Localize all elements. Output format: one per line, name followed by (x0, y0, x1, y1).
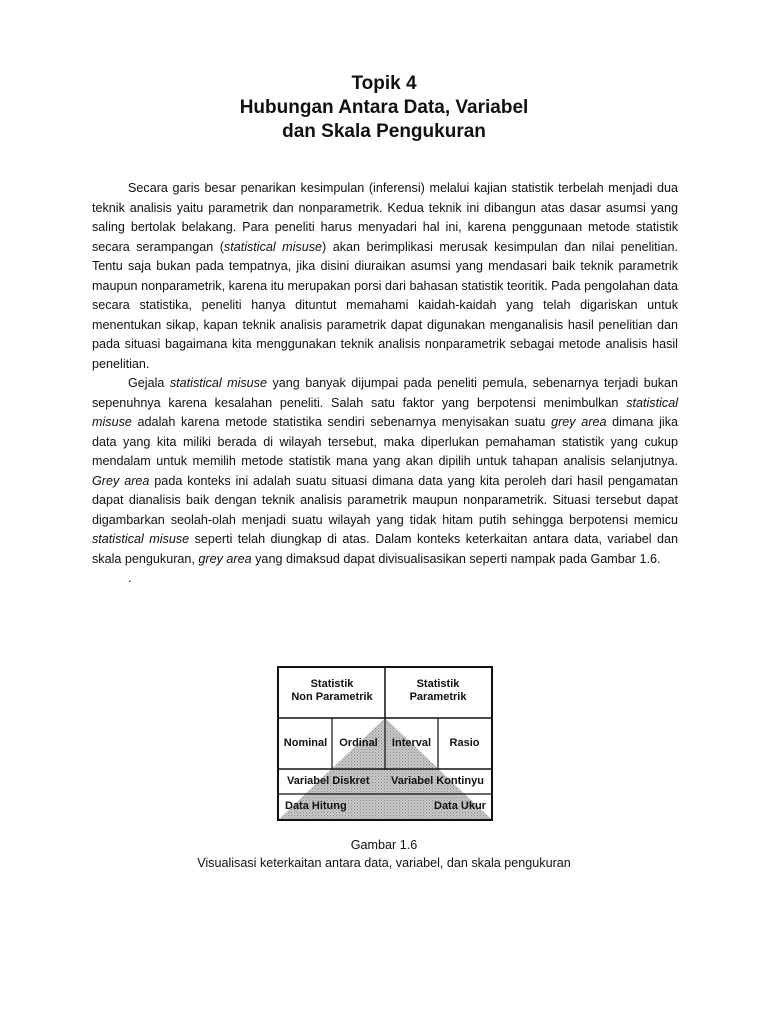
title-main-line2: dan Skala Pengukuran (282, 121, 486, 142)
label-ordinal: Ordinal (339, 737, 378, 749)
paragraph-1: Secara garis besar penarikan kesimpulan (inferensi) melalui kajian statistik terbelah menjadi dua teknik analisis yaitu parametrik dan nonparametrik. Kedua teknik ini dibangun atas dasar asumsi yang saling bertolak belakang. Para peneliti harus menyadari hal ini, karena penggunaan metode statistik secara serampangan (statistical misuse) akan berimplikasi merusak kesimpulan dan nilai penelitian. Tentu saja bukan pada tempatnya, jika disini diuraikan asumsi yang mendasari baik teknik parametrik maupun nonparametrik, karena itu merupakan porsi dari bahasan statistik teoritik. Pada pengolahan data secara statistika, peneliti hanya dituntut memahami kaidah-kaidah yang telah digariskan untuk menentukan sikap, kapan teknik analisis parametrik dapat digunakan menganalisis hasil penelitian dan pada situasi bagaimana kita menggunakan teknik analisis nonparametrik sebagai metode analisis hasil penelitian. (92, 181, 678, 371)
figure-caption-number: Gambar 1.6 (350, 838, 418, 852)
paragraph-2: Gejala statistical misuse yang banyak dijumpai pada peneliti pemula, sebenarnya terjadi bukan sepenuhnya karena kesalahan peneliti. Salah satu faktor yang berpotensi menimbulkan statistical misuse adalah karena metode statistika sendiri sebenarnya menyisakan suatu grey area dimana jika data yang kita miliki berada di wilayah tersebut, maka diperlukan pemahaman statistik yang cukup mendalam untuk memilih metode statistik mana yang akan dipilih untuk tahapan analisis selanjutnya. Grey area pada konteks ini adalah suatu situasi dimana data yang kita peroleh dari hasil pengamatan dapat dianalisis baik dengan teknik analisis parametrik maupun nonparametrik. Situasi tersebut dapat digambarkan seolah-olah menjadi suatu wilayah yang tidak hitam putih sehingga berpotensi memicu statistical misuse seperti telah diungkap di atas. Dalam konteks keterkaitan antara data, variabel dan skala pengukuran, grey area yang dimaksud dapat divisualisasikan seperti nampak pada Gambar 1.6. (92, 376, 679, 566)
label-data-hitung: Data Hitung (285, 800, 347, 812)
label-nominal: Nominal (283, 737, 328, 749)
body-text (92, 179, 678, 589)
label-data-ukur: Data Ukur (434, 800, 486, 812)
label-statistik-parametrik: Statistik Parametrik (409, 678, 467, 703)
label-variabel-kontinyu: Variabel Kontinyu (391, 775, 484, 787)
page-title (0, 72, 768, 144)
figure-caption-text: Visualisasi keterkaitan antara data, variabel, dan skala pengukuran (197, 856, 571, 870)
title-topic: Topik 4 (351, 73, 417, 94)
label-statistik-nonparametrik: Statistik Non Parametrik (291, 678, 373, 703)
stray-dot: . (128, 571, 132, 585)
title-main-line1: Hubungan Antara Data, Variabel (239, 97, 529, 118)
label-rasio: Rasio (449, 737, 480, 749)
label-interval: Interval (391, 737, 432, 749)
figure-diagram (277, 666, 493, 821)
label-variabel-diskret: Variabel Diskret (287, 775, 370, 787)
